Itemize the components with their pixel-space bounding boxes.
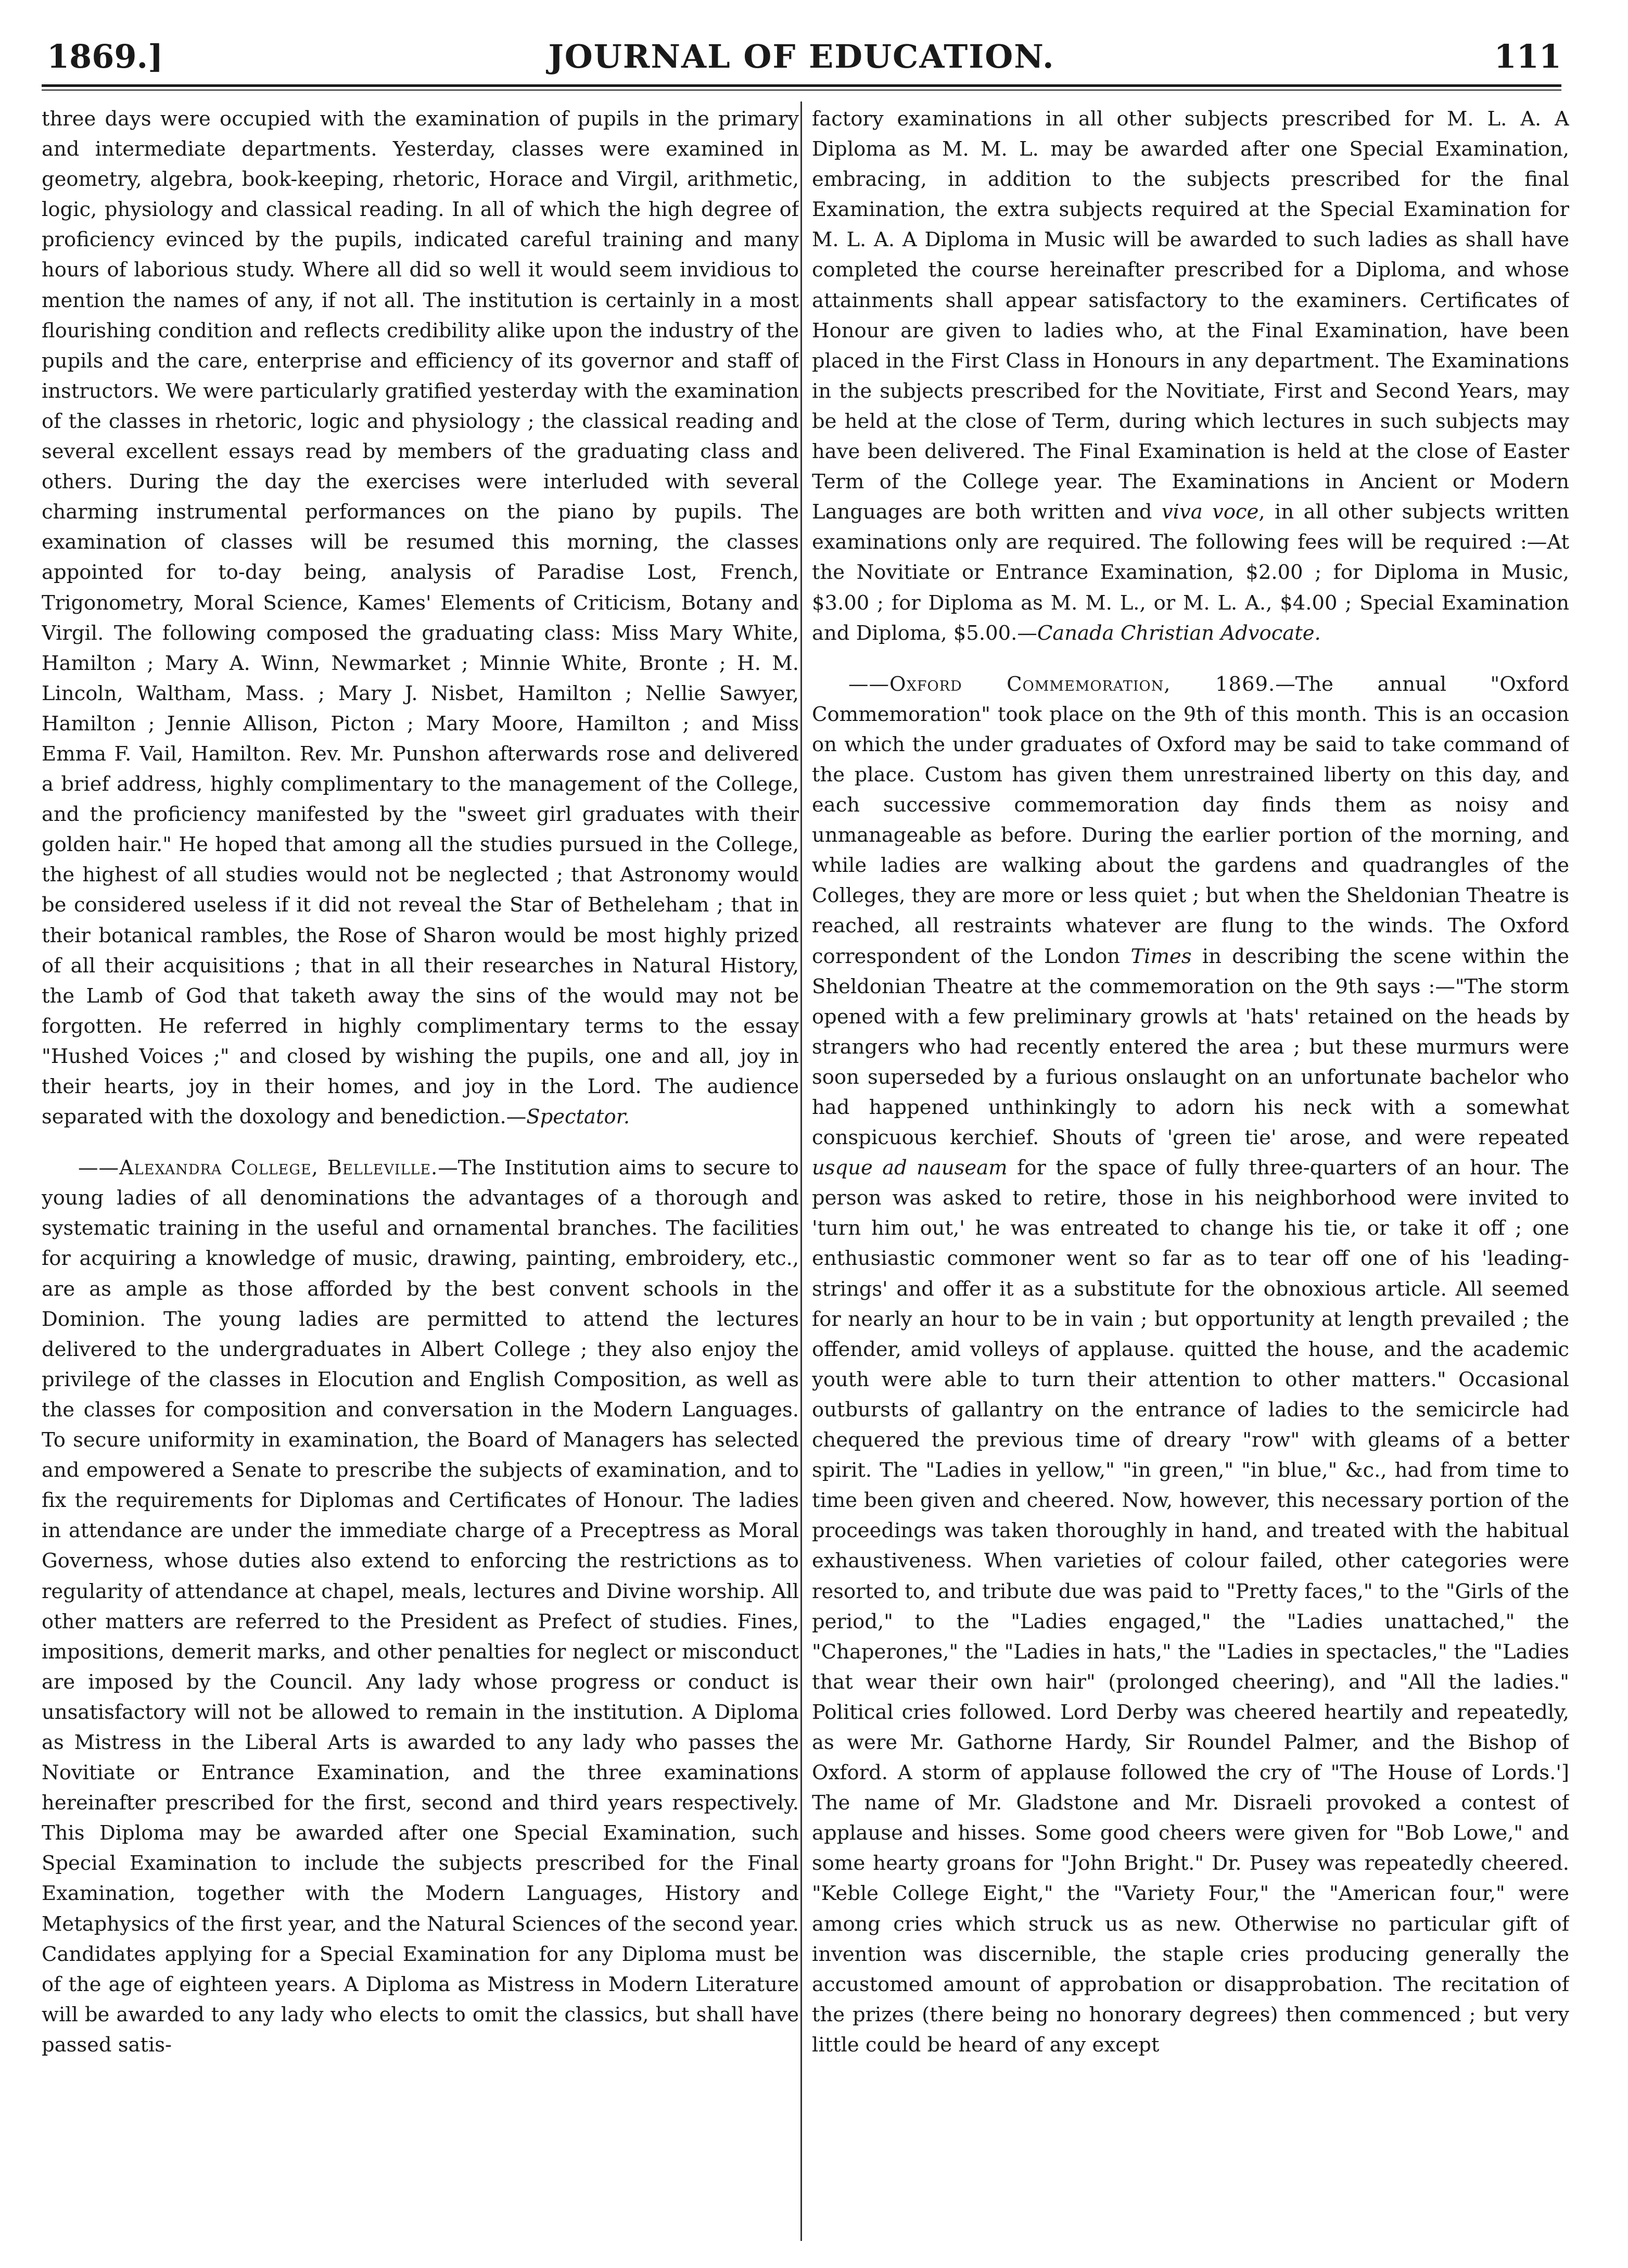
times-italic: Times xyxy=(1130,944,1192,968)
viva-voce-italic: viva voce xyxy=(1161,500,1259,524)
article-alexandra-continued xyxy=(812,104,1569,649)
alexandra-continued-text: factory examinations in all other subjects prescribed for M. L. A. A Diploma as M. M. L. may be awarded after one Special Examination, embracing, in addition to the subjects prescribed for the final Examination, the extra subjects required at the Special Examination for M. L. A. A Diploma in Music will be awarded to such ladies as shall have completed the course hereinafter prescribed for a Diploma, and whose attainments shall appear satisfactory to the examiners. Certificates of Honour are given to ladies who, at the Final Examination, have been placed in the First Class in Honours in any department. The Examinations in the subjects prescribed for the Novitiate, First and Second Years, may be held at the close of Term, during which lectures in such subjects may have been delivered. The Final Examination is held at the close of Easter Term of the College year. The Examinations in Ancient or Modern Languages are both written and xyxy=(812,107,1569,524)
header-rule-thin xyxy=(42,90,1561,91)
oxford-text-c: for the space of fully three-quarters of an hour. The person was asked to retire, those in his neighborhood were invited to 'turn him out,' he was entreated to change his tie, or take it off ; one enthusiastic commoner went so far as to tear off one of his 'leading-strings' and offer it as a substitute for the obnoxious article. All seemed for nearly an hour to be in vain ; but opportunity at length prevailed ; the offender, amid volleys of applause. quitted the house, and the academic youth were able to turn their attention to other matters." Occasional outbursts of gallantry on the entrance of ladies to the semicircle had chequered the previous time of dreary "row" with gleams of a better spirit. The "Ladies in yellow," "in green," "in blue," &c., had from time to time been given and cheered. Now, however, this necessary portion of the proceedings was taken thoroughly in hand, and treated with the habitual exhaustiveness. When varieties of colour failed, other categories were resorted to, and tribute due was paid to "Pretty faces," to the "Girls of the period," to the "Ladies engaged," the "Ladies unattached," the "Chaperones," the "Ladies in hats," the "Ladies in spectacles," the "Ladies that wear their own hair" (prolonged cheering), and "All the ladies." Political cries followed. Lord Derby was cheered heartily and repeatedly, as were Mr. Gathorne Hardy, Sir Roundel Palmer, and the Bishop of Oxford. A storm of applause followed the cry of "The House of Lords.'] The name of Mr. Gladstone and Mr. Disraeli provoked a contest of applause and hisses. Some good cheers were given for "Bob Lowe," and some hearty groans for "John Bright." Dr. Pusey was repeatedly cheered. "Keble College Eight," the "Variety Four," the "American four," were among cries which struck us as new. Otherwise no particular gift of invention was discernible, the staple cries producing generally the accustomed amount of approbation or disapprobation. The recitation of the prizes (there being no honorary degrees) then commenced ; but very little could be heard of any except xyxy=(812,1156,1569,2057)
page-header xyxy=(42,27,1561,84)
right-column xyxy=(812,104,1569,2244)
left-column xyxy=(42,104,799,2244)
usque-ad-nauseam-italic: usque ad nauseam xyxy=(812,1156,1008,1180)
page-number: 111 xyxy=(1494,37,1561,75)
journal-title: JOURNAL OF EDUCATION. xyxy=(548,37,1055,75)
source-spectator: Spectator. xyxy=(526,1105,630,1129)
header-rule-thick xyxy=(42,84,1561,87)
alexandra-fees-text: , in all other subjects written examinations only are required. The following fees will be required :—At the Novitiate or Entrance Examination, $2.00 ; for Diploma in Music, $3.00 ; for Diploma as M. M. L., or M. L. A., $4.00 ; Special Examination and Diploma, $5.00.— xyxy=(812,500,1569,645)
column-divider xyxy=(800,102,802,2241)
article-alexandra-text: —The Institution aims to secure to young ladies of all denominations the advantages of a thorough and systematic training in the useful and ornamental branches. The facilities for acquiring a knowledge of music, drawing, painting, embroidery, etc., are as ample as those afforded by the best convent schools in the Dominion. The young ladies are permitted to attend the lectures delivered to the undergraduates in Albert College ; they also enjoy the privilege of the classes in Elocution and English Composition, as well as the classes for composition and conversation in the Modern Languages. To secure uniformity in examination, the Board of Managers has selected and empowered a Senate to prescribe the subjects of examination, and to fix the requirements for Diplomas and Certificates of Honour. The ladies in attendance are under the immediate charge of a Preceptress as Moral Governess, whose duties also extend to enforcing the restrictions as to regularity of attendance at chapel, meals, lectures and Divine worship. All other matters are referred to the President as Prefect of studies. Fines, impositions, demerit marks, and other penalties for neglect or misconduct are imposed by the Council. Any lady whose progress or conduct is unsatisfactory will not be allowed to remain in the institution. A Diploma as Mistress in the Liberal Arts is awarded to any lady who passes the Novitiate or Entrance Examination, and the three examinations hereinafter prescribed for the first, second and third years respectively. This Diploma may be awarded after one Special Examination, such Special Examination to include the subjects prescribed for the Final Examination, together with the Modern Languages, History and Metaphysics of the first year, and the Natural Sciences of the second year. Candidates applying for a Special Examination for any Diploma must be of the age of eighteen years. A Diploma as Mistress in Modern Literature will be awarded to any lady who elects to omit the classics, but shall have passed satis- xyxy=(42,1156,799,2057)
article-continuation-text: three days were occupied with the examination of pupils in the primary and intermediate departments. Yesterday, classes were examined in geometry, algebra, book-keeping, rhetoric, Horace and Virgil, arithmetic, logic, physiology and classical reading. In all of which the high degree of proficiency evinced by the pupils, indicated careful training and many hours of laborious study. Where all did so well it would seem invidious to mention the names of any, if not all. The institution is certainly in a most flourishing condition and reflects credibility alike upon the industry of the pupils and the care, enterprise and efficiency of its governor and staff of instructors. We were particularly gratified yesterday with the examination of the classes in rhetoric, logic and physiology ; the classical reading and several excellent essays read by members of the graduating class and others. During the day the exercises were interluded with several charming instrumental performances on the piano by pupils. The examination of classes will be resumed this morning, the classes appointed for to-day being, analysis of Paradise Lost, French, Trigonometry, Moral Science, Kames' Elements of Criticism, Botany and Virgil. The following composed the graduating class: Miss Mary White, Hamilton ; Mary A. Winn, Newmarket ; Minnie White, Bronte ; H. M. Lincoln, Waltham, Mass. ; Mary J. Nisbet, Hamilton ; Nellie Sawyer, Hamilton ; Jennie Allison, Picton ; Mary Moore, Hamilton ; and Miss Emma F. Vail, Hamilton. Rev. Mr. Punshon afterwards rose and delivered a brief address, highly complimentary to the management of the College, and the proficiency manifested by the "sweet girl graduates with their golden hair." He hoped that among all the studies pursued in the College, the highest of all studies would not be neglected ; that Astronomy would be considered useless if it did not reveal the Star of Betheleham ; that in their botanical rambles, the Rose of Sharon would be most highly prized of all their acquisitions ; that in all their researches in Natural History, the Lamb of God that taketh away the sins of the would may not be forgotten. He referred in highly complimentary terms to the essay "Hushed Voices ;" and closed by wishing the pupils, one and all, joy in their hearts, joy in their homes, and joy in the Lord. The audience separated with the doxology and benediction.— xyxy=(42,107,799,1129)
header-year: 1869.] xyxy=(47,37,163,75)
oxford-text-b: in describing the scene within the Sheldonian Theatre at the commemoration on the 9th says :—"The storm opened with a few preliminary growls at 'hats' retained on the heads by strangers who had recently entered the area ; but these murmurs were soon superseded by a furious onslaught on an unfortunate bachelor who had happened unthinkingly to adorn his neck with a somewhat conspicuous kerchief. Shouts of 'green tie' arose, and were repeated xyxy=(812,944,1569,1150)
source-canada-christian-advocate: Canada Christian Advocate. xyxy=(1037,621,1321,645)
article-continuation xyxy=(42,104,799,1132)
article-heading-oxford: ——Oxford Commemoration, 1869. xyxy=(848,672,1276,696)
article-oxford-commemoration xyxy=(812,669,1569,2060)
article-alexandra-college xyxy=(42,1153,799,2060)
oxford-text-a: —The annual "Oxford Commemoration" took place on the 9th of this month. This is an occasion on which the under graduates of Oxford may be said to take command of the place. Custom has given them unrestrained liberty on this day, and each successive commemoration day finds them as noisy and unmanageable as before. During the earlier portion of the morning, and while ladies are walking about the gardens and quadrangles of the Colleges, they are more or less quiet ; but when the Sheldonian Theatre is reached, all restraints whatever are flung to the winds. The Oxford correspondent of the London xyxy=(812,672,1569,968)
article-heading-alexandra: ——Alexandra College, Belleville. xyxy=(78,1156,438,1180)
